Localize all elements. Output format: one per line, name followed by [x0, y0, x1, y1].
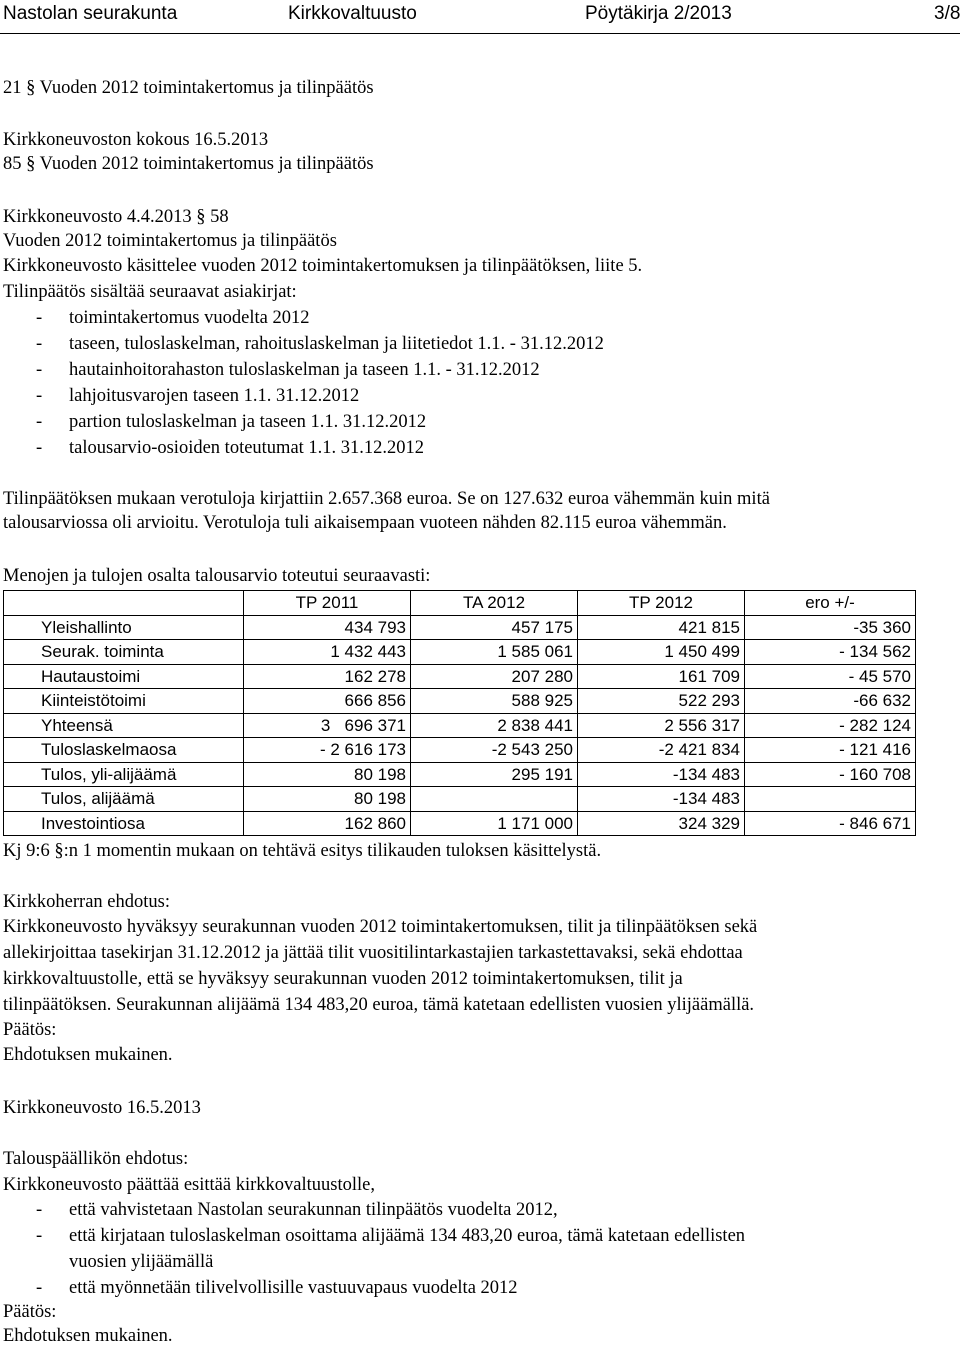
table-cell: Seurak. toiminta	[4, 640, 244, 665]
table-header-cell: TP 2011	[244, 591, 411, 616]
list-item: hautainhoitorahaston tuloslaskelman ja taseen 1.1. - 31.12.2012	[69, 360, 540, 380]
table-row	[4, 738, 916, 763]
proposal1-line: tilinpäätöksen. Seurakunnan alijäämä 134 483,20 euroa, tämä katetaan edellisten vuosien ylijäämällä.	[3, 995, 755, 1015]
meeting1-line1: Kirkkoneuvoston kokous 16.5.2013	[3, 130, 269, 150]
table-cell: Hautaustoimi	[4, 664, 244, 689]
table-cell	[411, 787, 578, 812]
law-reference: Kj 9:6 §:n 1 momentin mukaan on tehtävä esitys tilikauden tuloksen käsittelystä.	[3, 841, 602, 861]
list-item: taseen, tuloslaskelman, rahoituslaskelman ja liitetiedot 1.1. - 31.12.2012	[69, 334, 604, 354]
table-cell: Yleishallinto	[4, 615, 244, 640]
table-header-cell: ero +/-	[745, 591, 916, 616]
table-cell: - 846 671	[745, 811, 916, 836]
table-cell: 666 856	[244, 689, 411, 714]
proposal2-intro: Kirkkoneuvosto päättää esittää kirkkovaltuustolle,	[3, 1175, 375, 1195]
table-cell: -134 483	[578, 787, 745, 812]
section-title: 21 § Vuoden 2012 toimintakertomus ja tilinpäätös	[3, 78, 374, 98]
table-row	[4, 615, 916, 640]
table-cell: 1 432 443	[244, 640, 411, 665]
list-item: että myönnetään tilivelvollisille vastuuvapaus vuodelta 2012	[69, 1278, 518, 1298]
meeting3-line1: Kirkkoneuvosto 16.5.2013	[3, 1098, 201, 1118]
list-dash: -	[36, 386, 43, 406]
header-doc: Pöytäkirja 2/2013	[585, 3, 732, 24]
proposal2-heading: Talouspäällikön ehdotus:	[3, 1149, 189, 1169]
header-page: 3/8	[934, 3, 960, 24]
meeting2-line1: Kirkkoneuvosto 4.4.2013 § 58	[3, 207, 229, 227]
table-cell: Tulos, yli-alijäämä	[4, 762, 244, 787]
list-item: partion tuloslaskelman ja taseen 1.1. 31.12.2012	[69, 412, 427, 432]
table-cell: 522 293	[578, 689, 745, 714]
proposal2-decision: Ehdotuksen mukainen.	[3, 1326, 173, 1346]
list-item-continuation: vuosien ylijäämällä	[69, 1252, 214, 1272]
table-header-cell	[4, 591, 244, 616]
table-cell: -66 632	[745, 689, 916, 714]
list-item: toimintakertomus vuodelta 2012	[69, 308, 310, 328]
table-cell: 2 556 317	[578, 713, 745, 738]
table-cell: Yhteensä	[4, 713, 244, 738]
table-cell: - 160 708	[745, 762, 916, 787]
tax-paragraph-line2: talousarviossa oli arvioitu. Verotuloja tuli aikaisempaan vuoteen nähden 82.115 euroa vähemmän.	[3, 513, 727, 533]
table-cell: 161 709	[578, 664, 745, 689]
list-dash: -	[36, 412, 43, 432]
header-body: Kirkkovaltuusto	[288, 3, 417, 24]
table-cell: Investointiosa	[4, 811, 244, 836]
meeting1-line2: 85 § Vuoden 2012 toimintakertomus ja tilinpäätös	[3, 154, 374, 174]
table-header-cell: TP 2012	[578, 591, 745, 616]
table-cell: - 45 570	[745, 664, 916, 689]
header-divider	[0, 33, 960, 34]
table-row	[4, 811, 916, 836]
table-row	[4, 713, 916, 738]
table-cell: - 121 416	[745, 738, 916, 763]
list-dash: -	[36, 1278, 43, 1298]
budget-table	[3, 590, 916, 836]
table-cell: Kiinteistötoimi	[4, 689, 244, 714]
proposal1-heading: Kirkkoherran ehdotus:	[3, 892, 170, 912]
table-cell: 1 585 061	[411, 640, 578, 665]
table-intro: Menojen ja tulojen osalta talousarvio toteutui seuraavasti:	[3, 566, 431, 586]
list-dash: -	[36, 334, 43, 354]
table-cell: - 2 616 173	[244, 738, 411, 763]
proposal1-decision-label: Päätös:	[3, 1020, 57, 1040]
proposal1-decision: Ehdotuksen mukainen.	[3, 1045, 173, 1065]
list-dash: -	[36, 308, 43, 328]
table-cell: 80 198	[244, 762, 411, 787]
table-cell: 588 925	[411, 689, 578, 714]
meeting2-line3: Kirkkoneuvosto käsittelee vuoden 2012 toimintakertomuksen ja tilinpäätöksen, liite 5.	[3, 256, 643, 276]
table-row	[4, 689, 916, 714]
table-cell: 1 171 000	[411, 811, 578, 836]
table-cell: 434 793	[244, 615, 411, 640]
table-cell: 295 191	[411, 762, 578, 787]
list-item: talousarvio-osioiden toteutumat 1.1. 31.12.2012	[69, 438, 425, 458]
table-header-cell: TA 2012	[411, 591, 578, 616]
table-cell: 324 329	[578, 811, 745, 836]
list-item: että kirjataan tuloslaskelman osoittama alijäämä 134 483,20 euroa, tämä katetaan edellisten	[69, 1226, 746, 1246]
list-dash: -	[36, 360, 43, 380]
list-dash: -	[36, 438, 43, 458]
table-cell: -2 421 834	[578, 738, 745, 763]
list-item: lahjoitusvarojen taseen 1.1. 31.12.2012	[69, 386, 360, 406]
table-row	[4, 640, 916, 665]
table-cell: 80 198	[244, 787, 411, 812]
table-cell: 3 696 371	[244, 713, 411, 738]
header-org: Nastolan seurakunta	[3, 3, 178, 24]
table-cell: - 282 124	[745, 713, 916, 738]
tax-paragraph-line1: Tilinpäätöksen mukaan verotuloja kirjattiin 2.657.368 euroa. Se on 127.632 euroa vähemmän kuin mitä	[3, 489, 770, 509]
table-cell: Tulos, alijäämä	[4, 787, 244, 812]
list-dash: -	[36, 1226, 43, 1246]
list-dash: -	[36, 1200, 43, 1220]
list-item: että vahvistetaan Nastolan seurakunnan tilinpäätös vuodelta 2012,	[69, 1200, 558, 1220]
meeting2-line4: Tilinpäätös sisältää seuraavat asiakirjat:	[3, 282, 297, 302]
meeting2-line2: Vuoden 2012 toimintakertomus ja tilinpäätös	[3, 231, 337, 251]
table-cell: 207 280	[411, 664, 578, 689]
table-cell	[745, 787, 916, 812]
proposal1-line: Kirkkoneuvosto hyväksyy seurakunnan vuoden 2012 toimintakertomuksen, tilit ja tilinpäätöksen sekä	[3, 917, 758, 937]
table-row	[4, 787, 916, 812]
proposal2-decision-label: Päätös:	[3, 1302, 57, 1322]
table-header-row	[4, 591, 916, 616]
proposal1-line: allekirjoittaa tasekirjan 31.12.2012 ja jättää tilit vuositilintarkastajien tarkastettavaksi, sekä ehdottaa	[3, 943, 743, 963]
table-cell: -2 543 250	[411, 738, 578, 763]
table-cell: 457 175	[411, 615, 578, 640]
table-cell: Tuloslaskelmaosa	[4, 738, 244, 763]
proposal1-line: kirkkovaltuustolle, että se hyväksyy seurakunnan vuoden 2012 toimintakertomuksen, tilit ja	[3, 969, 683, 989]
table-cell: 162 860	[244, 811, 411, 836]
table-cell: 2 838 441	[411, 713, 578, 738]
table-row	[4, 762, 916, 787]
table-cell: 162 278	[244, 664, 411, 689]
table-cell: 1 450 499	[578, 640, 745, 665]
table-cell: 421 815	[578, 615, 745, 640]
table-cell: -35 360	[745, 615, 916, 640]
table-cell: - 134 562	[745, 640, 916, 665]
table-cell: -134 483	[578, 762, 745, 787]
table-row	[4, 664, 916, 689]
